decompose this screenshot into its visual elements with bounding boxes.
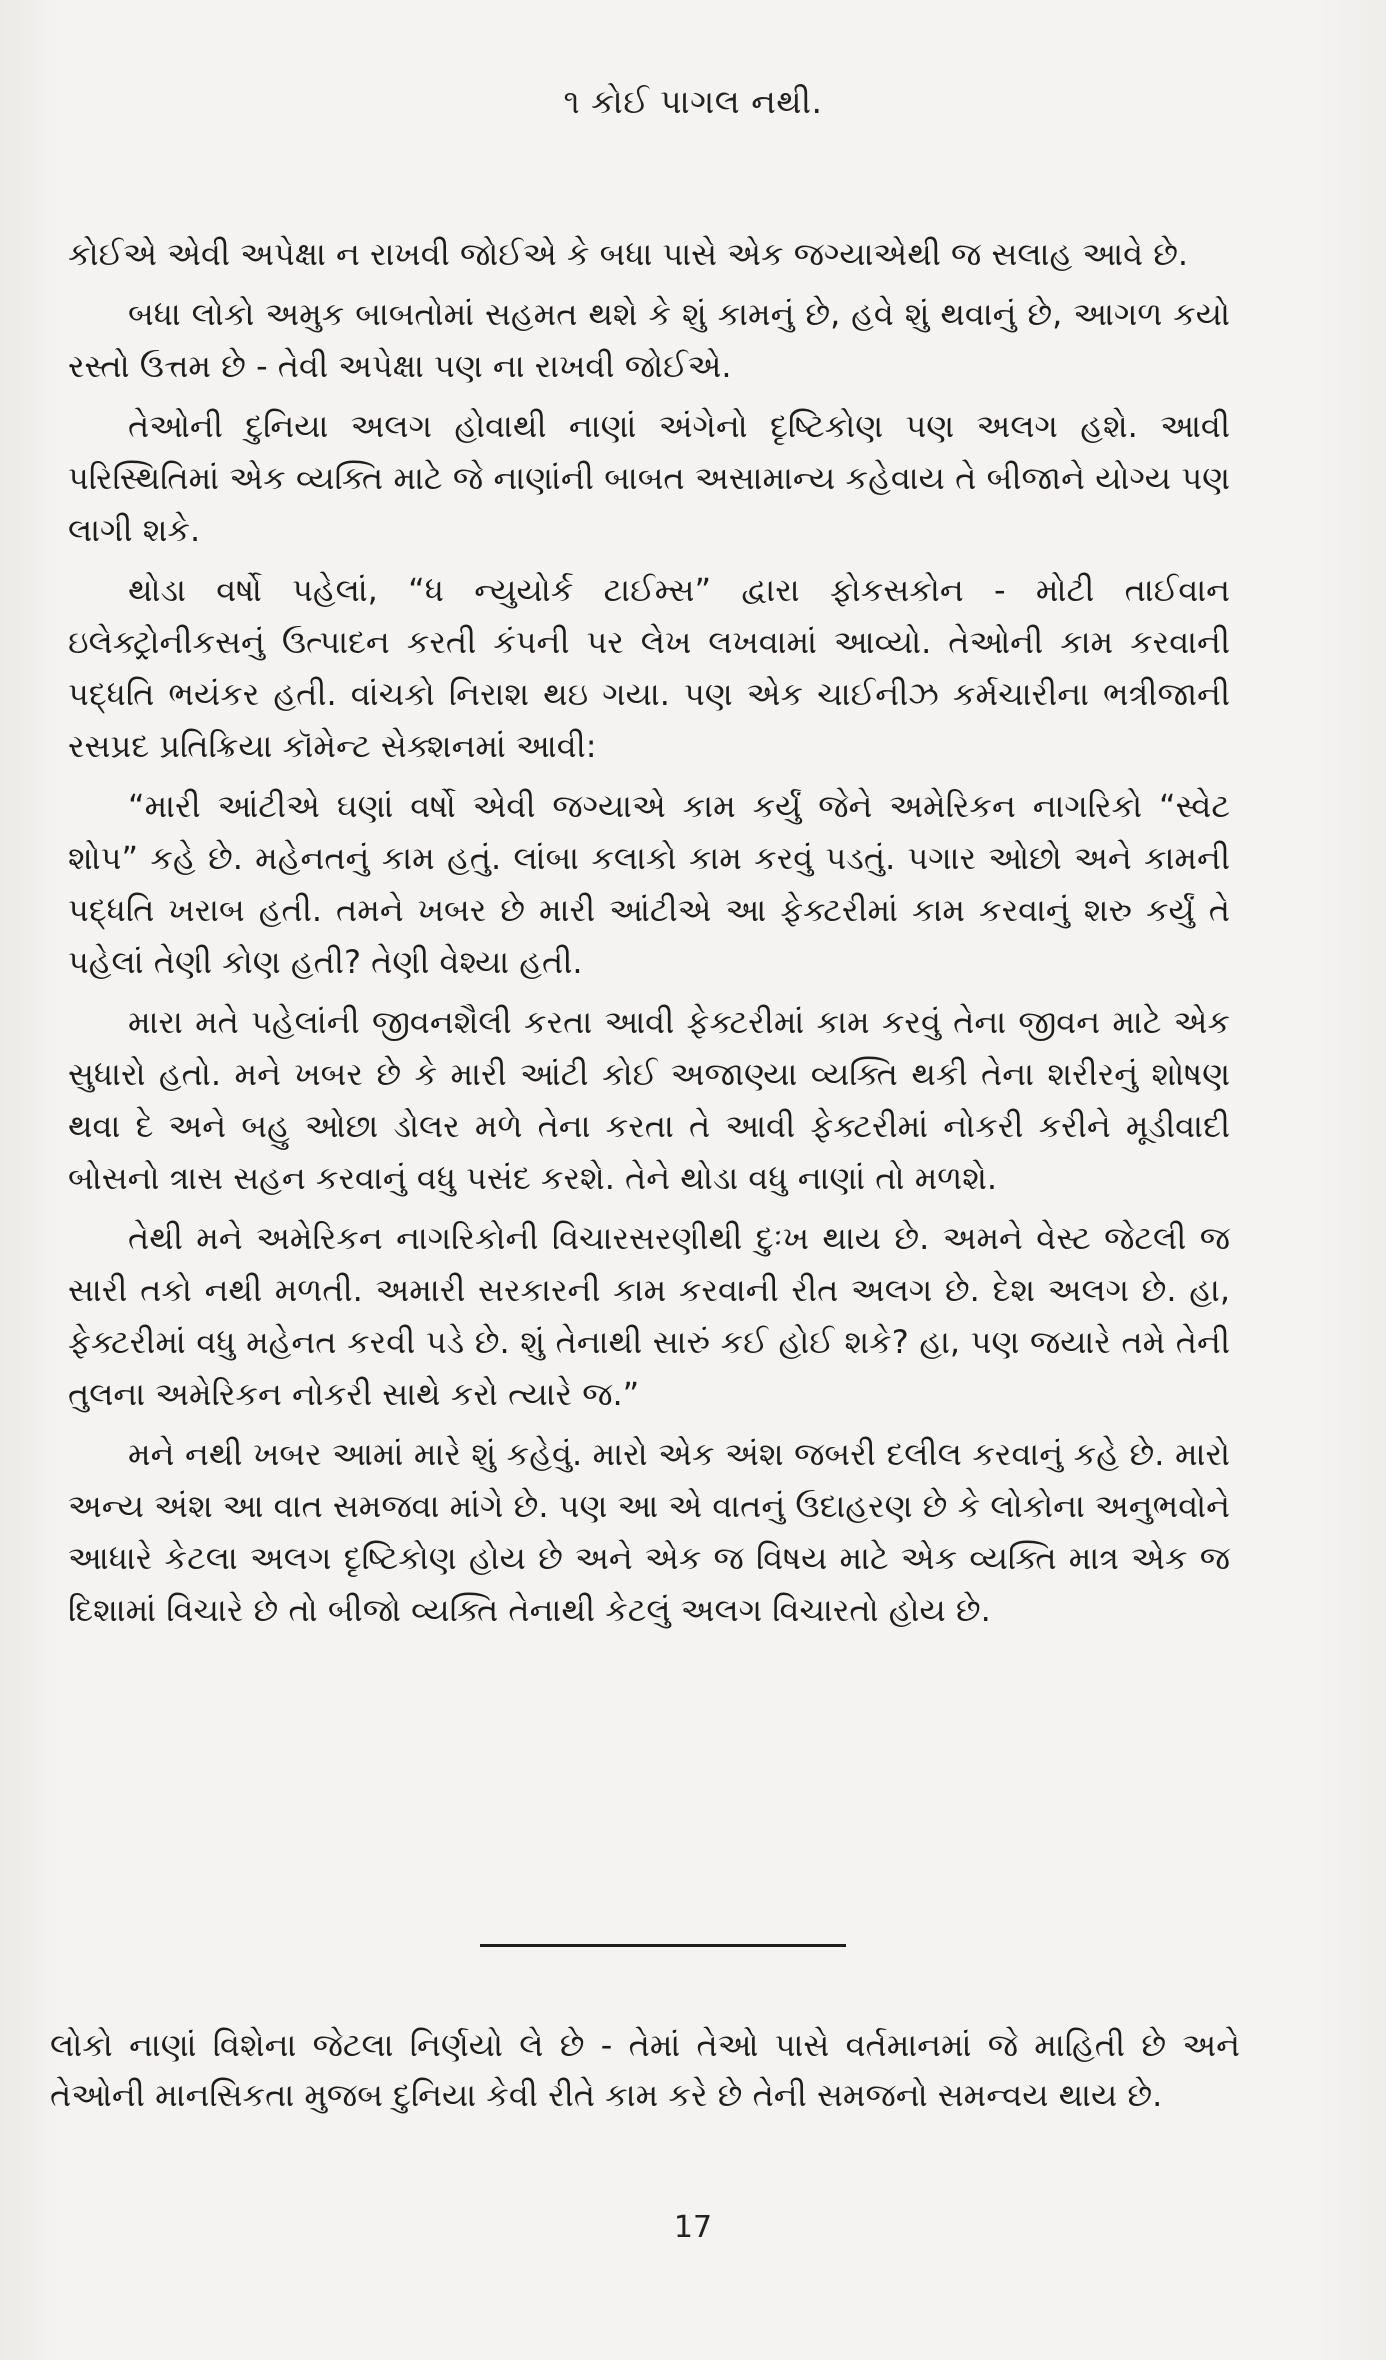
quote-paragraph: તેથી મને અમેરિકન નાગરિકોની વિચારસરણીથી દુઃખ થાય છે. અમને વેસ્ટ જેટલી જ સારી તકો નથી મળતી. અમારી સરકારની કામ કરવાની રીત અલગ છે. દેશ અલગ છે. હા, ફેક્ટરીમાં વધુ મહેનત કરવી પડે છે. શું તેનાથી સારું કઈ હોઈ શકે? હા, પણ જયારે તમે તેની તુલના અમેરિકન નોકરી સાથે કરો ત્યારે જ.” — [68, 1219, 1230, 1413]
quote-paragraph: “મારી આંટીએ ઘણાં વર્ષો એવી જગ્યાએ કામ કર્યું જેને અમેરિકન નાગરિકો “સ્વેટ શોપ” કહે છે. મહેનતનું કામ હતું. લાંબા કલાકો કામ કરવું પડતું. પગાર ઓછો અને કામની પદ્ધતિ ખરાબ હતી. તમને ખબર છે મારી આંટીએ આ ફેક્ટરીમાં કામ કરવાનું શરુ કર્યું તે પહેલાં તેણી કોણ હતી? તેણી વેશ્યા હતી. — [68, 787, 1230, 981]
summary-note — [50, 2020, 1240, 2120]
quote-paragraph: મારા મતે પહેલાંની જીવનશૈલી કરતા આવી ફેક્ટરીમાં કામ કરવું તેના જીવન માટે એક સુધારો હતો. મને ખબર છે કે મારી આંટી કોઈ અજાણ્યા વ્યક્તિ થકી તેના શરીરનું શોષણ થવા દે અને બહુ ઓછા ડોલર મળે તેના કરતા તે આવી ફેક્ટરીમાં નોકરી કરીને મૂડીવાદી બોસનો ત્રાસ સહન કરવાનું વધુ પસંદ કરશે. તેને થોડા વધુ નાણાં તો મળશે. — [68, 1003, 1230, 1197]
paragraph: બધા લોકો અમુક બાબતોમાં સહમત થશે કે શું કામનું છે, હવે શું થવાનું છે, આગળ કયો રસ્તો ઉત્તમ છે - તેવી અપેક્ષા પણ ના રાખવી જોઈએ. — [68, 295, 1230, 385]
paragraph: તેઓની દુનિયા અલગ હોવાથી નાણાં અંગેનો દૃષ્ટિકોણ પણ અલગ હશે. આવી પરિસ્થિતિમાં એક વ્યક્તિ માટે જે નાણાંની બાબત અસામાન્ય કહેવાય તે બીજાને યોગ્ય પણ લાગી શકે. — [68, 407, 1230, 549]
page-number: 17 — [673, 2210, 713, 2245]
paragraph: થોડા વર્ષો પહેલાં, “ધ ન્યુયોર્ક ટાઈમ્સ” દ્વારા ફોકસકોન - મોટી તાઈવાન ઇલેક્ટ્રોનીકસનું ઉત્પાદન કરતી કંપની પર લેખ લખવામાં આવ્યો. તેઓની કામ કરવાની પદ્ધતિ ભયંકર હતી. વાંચકો નિરાશ થઇ ગયા. પણ એક ચાઈનીઝ કર્મચારીના ભત્રીજાની રસપ્રદ પ્રતિક્રિયા કૉમેન્ટ સેક્શનમાં આવી: — [68, 571, 1230, 765]
paragraph: મને નથી ખબર આમાં મારે શું કહેવું. મારો એક અંશ જબરી દલીલ કરવાનું કહે છે. મારો અન્ય અંશ આ વાત સમજવા માંગે છે. પણ આ એ વાતનું ઉદાહરણ છે કે લોકોના અનુભવોને આધારે કેટલા અલગ દૃષ્ટિકોણ હોય છે અને એક જ વિષય માટે એક વ્યક્તિ માત્ર એક જ દિશામાં વિચારે છે તો બીજો વ્યક્તિ તેનાથી કેટલું અલગ વિચારતો હોય છે. — [68, 1435, 1230, 1629]
summary-text: લોકો નાણાં વિશેના જેટલા નિર્ણયો લે છે - તેમાં તેઓ પાસે વર્તમાનમાં જે માહિતી છે અને તેઓની માનસિકતા મુજબ દુનિયા કેવી રીતે કામ કરે છે તેની સમજનો સમન્વય થાય છે. — [50, 2026, 1240, 2114]
running-head: ૧ કોઈ પાગલ નથી. — [563, 82, 823, 121]
section-divider — [480, 1944, 846, 1947]
body-text — [68, 228, 1230, 1644]
paragraph: કોઈએ એવી અપેક્ષા ન રાખવી જોઈએ કે બધા પાસે એક જગ્યાએથી જ સલાહ આવે છે. — [68, 235, 1189, 273]
